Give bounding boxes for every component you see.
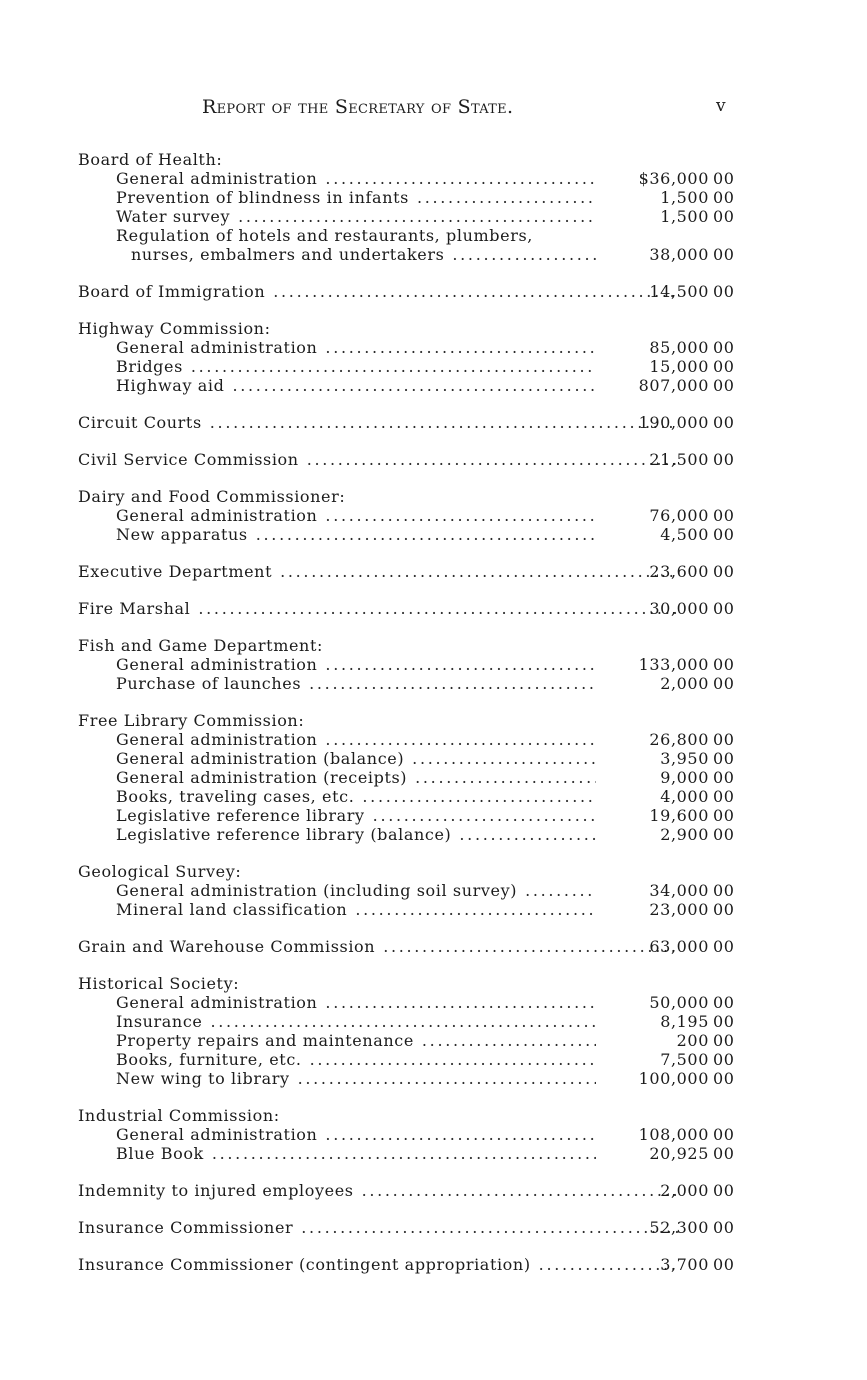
- label-wrap: [116, 993, 596, 1012]
- amount-cents: 00: [713, 599, 735, 618]
- dot-leader: [325, 169, 596, 188]
- amount-dollars: 2,000: [660, 1181, 709, 1200]
- amount-dollars: 20,925: [649, 1144, 709, 1163]
- dot-leader: [301, 1218, 678, 1237]
- section-group: [0, 450, 867, 469]
- amount-dollars: 38,000: [649, 245, 709, 264]
- section-group: [0, 711, 867, 844]
- item-label: General administration: [116, 506, 318, 525]
- dot-leader: [191, 357, 596, 376]
- label-wrap: [116, 1031, 596, 1050]
- section-group: [0, 636, 867, 693]
- line-item-row: [0, 730, 867, 749]
- amount-cents: 00: [713, 1181, 735, 1200]
- amount-dollars: 26,800: [649, 730, 709, 749]
- section-group: [0, 937, 867, 956]
- label-wrap: [116, 357, 596, 376]
- amount-dollars: 8,195: [660, 1012, 709, 1031]
- dot-leader: [307, 450, 678, 469]
- label-wrap: [78, 319, 678, 338]
- amount-cents: 00: [713, 245, 735, 264]
- label-wrap: [116, 768, 596, 787]
- item-label: General administration: [116, 730, 318, 749]
- section-heading-row: [0, 937, 867, 956]
- amount-cents: 00: [713, 169, 735, 188]
- item-label: nurses, embalmers and undertakers: [131, 245, 445, 264]
- amount-cents: 00: [713, 1031, 735, 1050]
- dot-leader: [212, 1144, 596, 1163]
- page-number: v: [716, 96, 726, 116]
- section-group: [0, 862, 867, 919]
- amount-cents: 00: [713, 1050, 735, 1069]
- line-item-row: [0, 881, 867, 900]
- item-label: Insurance Commissioner: [78, 1218, 294, 1237]
- amount-cents: 00: [713, 674, 735, 693]
- dot-leader: [362, 1181, 678, 1200]
- item-label: Highway aid: [116, 376, 225, 395]
- section-heading-row: [0, 319, 867, 338]
- line-item-row: [0, 188, 867, 207]
- amount-cents: 00: [713, 806, 735, 825]
- dot-leader: [362, 787, 596, 806]
- amount-dollars: 200: [676, 1031, 709, 1050]
- line-item-row: [0, 825, 867, 844]
- amount-cents: 00: [713, 900, 735, 919]
- item-label: Bridges: [116, 357, 183, 376]
- section-group: [0, 282, 867, 301]
- item-label: Geological Survey:: [78, 862, 242, 881]
- dot-leader: [525, 881, 596, 900]
- label-wrap: [78, 450, 678, 469]
- label-wrap: [78, 636, 678, 655]
- label-wrap: [116, 1050, 596, 1069]
- item-label: Purchase of launches: [116, 674, 302, 693]
- line-item-row: [0, 1031, 867, 1050]
- dot-leader: [539, 1255, 678, 1274]
- line-item-row: [0, 169, 867, 188]
- label-wrap: [116, 730, 596, 749]
- amount-dollars: 63,000: [649, 937, 709, 956]
- section-heading-row: [0, 862, 867, 881]
- label-wrap: [78, 1106, 678, 1125]
- line-item-row: [0, 376, 867, 395]
- amount-dollars: 2,900: [660, 825, 709, 844]
- item-label: General administration: [116, 169, 318, 188]
- section-group: [0, 413, 867, 432]
- line-item-row: [0, 993, 867, 1012]
- dot-leader: [198, 599, 678, 618]
- line-item-row: [0, 245, 867, 264]
- section-heading-row: [0, 711, 867, 730]
- amount-dollars: 2,000: [660, 674, 709, 693]
- item-label: General administration (balance): [116, 749, 405, 768]
- line-item-row: [0, 749, 867, 768]
- amount-dollars: 190,000: [638, 413, 709, 432]
- amount-dollars: 807,000: [638, 376, 709, 395]
- label-wrap: [78, 974, 678, 993]
- section-group: [0, 1181, 867, 1200]
- line-item-row: [0, 338, 867, 357]
- dot-leader: [210, 413, 678, 432]
- dot-leader: [325, 338, 596, 357]
- dot-leader: [459, 825, 596, 844]
- amount-dollars: 50,000: [649, 993, 709, 1012]
- amount-cents: 00: [713, 188, 735, 207]
- amount-dollars: 1,500: [660, 207, 709, 226]
- dot-leader: [238, 207, 596, 226]
- label-wrap: [78, 1181, 678, 1200]
- dot-leader: [415, 768, 596, 787]
- line-item-row: [0, 525, 867, 544]
- amount-dollars: 34,000: [649, 881, 709, 900]
- label-wrap: [116, 207, 596, 226]
- label-wrap: [78, 150, 678, 169]
- section-heading-row: [0, 1106, 867, 1125]
- line-item-row: [0, 1012, 867, 1031]
- line-item-row: [0, 1144, 867, 1163]
- amount-cents: 00: [713, 1069, 735, 1088]
- amount-cents: 00: [713, 413, 735, 432]
- label-wrap: [116, 787, 596, 806]
- amount-dollars: 133,000: [638, 655, 709, 674]
- section-heading-row: [0, 282, 867, 301]
- dot-leader: [325, 1125, 596, 1144]
- item-label: Board of Health:: [78, 150, 223, 169]
- label-wrap: [78, 413, 678, 432]
- dot-leader: [422, 1031, 596, 1050]
- section-group: [0, 150, 867, 264]
- item-label: General administration: [116, 993, 318, 1012]
- amount-dollars: 21,500: [649, 450, 709, 469]
- amount-cents: 00: [713, 768, 735, 787]
- label-wrap: [78, 862, 678, 881]
- label-wrap: [78, 1255, 678, 1274]
- line-item-row: [0, 506, 867, 525]
- amount-dollars: 100,000: [638, 1069, 709, 1088]
- line-item-row: [0, 1050, 867, 1069]
- label-wrap: [116, 674, 596, 693]
- amount-dollars: 85,000: [649, 338, 709, 357]
- amount-cents: 00: [713, 1125, 735, 1144]
- item-label: New wing to library: [116, 1069, 290, 1088]
- section-heading-row: [0, 599, 867, 618]
- line-item-row: [0, 1069, 867, 1088]
- section-group: [0, 974, 867, 1088]
- label-wrap: [116, 376, 596, 395]
- amount-cents: 00: [713, 655, 735, 674]
- amount-dollars: 7,500: [660, 1050, 709, 1069]
- dot-leader: [310, 1050, 596, 1069]
- label-wrap: [116, 338, 596, 357]
- label-wrap: [116, 881, 596, 900]
- item-label: Books, traveling cases, etc.: [116, 787, 355, 806]
- amount-dollars: 52,300: [649, 1218, 709, 1237]
- item-label: Free Library Commission:: [78, 711, 305, 730]
- section-heading-row: [0, 1218, 867, 1237]
- label-wrap: [116, 1012, 596, 1031]
- section-group: [0, 319, 867, 395]
- item-label: Historical Society:: [78, 974, 240, 993]
- label-wrap: [116, 1144, 596, 1163]
- dot-leader: [373, 806, 596, 825]
- item-label: Highway Commission:: [78, 319, 271, 338]
- label-wrap: [116, 1069, 596, 1088]
- label-wrap: [116, 525, 596, 544]
- item-label: General administration: [116, 1125, 318, 1144]
- section-heading-row: [0, 150, 867, 169]
- page-header: [0, 96, 867, 122]
- item-label: Industrial Commission:: [78, 1106, 280, 1125]
- item-label: Grain and Warehouse Commission: [78, 937, 376, 956]
- item-label: Legislative reference library: [116, 806, 365, 825]
- amount-cents: 00: [713, 1218, 735, 1237]
- item-label: General administration: [116, 655, 318, 674]
- dot-leader: [210, 1012, 596, 1031]
- amount-dollars: 19,600: [649, 806, 709, 825]
- amount-dollars: 76,000: [649, 506, 709, 525]
- amount-dollars: 15,000: [649, 357, 709, 376]
- section-heading-row: [0, 636, 867, 655]
- section-group: [0, 1218, 867, 1237]
- item-label: Fire Marshal: [78, 599, 191, 618]
- item-label: Mineral land classification: [116, 900, 348, 919]
- label-wrap: [116, 806, 596, 825]
- amount-cents: 00: [713, 825, 735, 844]
- label-wrap: [131, 245, 596, 264]
- item-label: Prevention of blindness in infants: [116, 188, 409, 207]
- item-label: Dairy and Food Commissioner:: [78, 487, 346, 506]
- line-item-row: [0, 787, 867, 806]
- dot-leader: [298, 1069, 596, 1088]
- dot-leader: [325, 730, 596, 749]
- label-wrap: [78, 562, 678, 581]
- amount-dollars: 3,700: [660, 1255, 709, 1274]
- section-heading-row: [0, 413, 867, 432]
- amount-cents: 00: [713, 730, 735, 749]
- dot-leader: [273, 282, 678, 301]
- item-label: Board of Immigration: [78, 282, 266, 301]
- amount-cents: 00: [713, 357, 735, 376]
- line-item-row: [0, 357, 867, 376]
- item-label: Books, furniture, etc.: [116, 1050, 302, 1069]
- amount-cents: 00: [713, 1012, 735, 1031]
- amount-cents: 00: [713, 993, 735, 1012]
- amount-cents: 00: [713, 338, 735, 357]
- label-wrap: [78, 282, 678, 301]
- amount-dollars: 1,500: [660, 188, 709, 207]
- item-label: Legislative reference library (balance): [116, 825, 452, 844]
- label-wrap: [116, 749, 596, 768]
- label-wrap: [116, 1125, 596, 1144]
- item-label: Regulation of hotels and restaurants, plumbers,: [116, 226, 533, 245]
- amount-cents: 00: [713, 562, 735, 581]
- amount-cents: 00: [713, 787, 735, 806]
- dot-leader: [355, 900, 596, 919]
- line-item-row: [0, 207, 867, 226]
- amount-cents: 00: [713, 207, 735, 226]
- dot-leader: [383, 937, 678, 956]
- line-item-row: [0, 806, 867, 825]
- amount-dollars: 3,950: [660, 749, 709, 768]
- amount-dollars: 4,500: [660, 525, 709, 544]
- label-wrap: [78, 937, 678, 956]
- section-heading-row: [0, 1181, 867, 1200]
- amount-cents: 00: [713, 450, 735, 469]
- item-label: Property repairs and maintenance: [116, 1031, 414, 1050]
- item-label: Executive Department: [78, 562, 273, 581]
- line-item-row: [0, 1125, 867, 1144]
- amount-cents: 00: [713, 881, 735, 900]
- dot-leader: [325, 993, 596, 1012]
- dot-leader: [280, 562, 678, 581]
- label-wrap: [78, 711, 678, 730]
- amount-cents: 00: [713, 749, 735, 768]
- label-wrap: [116, 188, 596, 207]
- label-wrap: [116, 506, 596, 525]
- amount-cents: 00: [713, 937, 735, 956]
- label-wrap: [116, 226, 596, 245]
- label-wrap: [78, 487, 678, 506]
- amount-cents: 00: [713, 525, 735, 544]
- item-label: General administration (including soil survey): [116, 881, 518, 900]
- item-label: Blue Book: [116, 1144, 204, 1163]
- dot-leader: [412, 749, 596, 768]
- item-label: Fish and Game Department:: [78, 636, 323, 655]
- item-label: Insurance Commissioner (contingent appropriation): [78, 1255, 531, 1274]
- section-group: [0, 599, 867, 618]
- label-wrap: [78, 599, 678, 618]
- item-label: General administration: [116, 338, 318, 357]
- line-item-row: [0, 900, 867, 919]
- amount-dollars: 9,000: [660, 768, 709, 787]
- amount-dollars: 30,000: [649, 599, 709, 618]
- amount-dollars: $36,000: [638, 169, 709, 188]
- item-label: Water survey: [116, 207, 231, 226]
- label-wrap: [116, 900, 596, 919]
- amount-dollars: 108,000: [638, 1125, 709, 1144]
- dot-leader: [256, 525, 596, 544]
- section-heading-row: [0, 450, 867, 469]
- amount-dollars: 23,600: [649, 562, 709, 581]
- item-label: Insurance: [116, 1012, 203, 1031]
- dot-leader: [232, 376, 596, 395]
- section-group: [0, 1255, 867, 1274]
- dot-leader: [325, 506, 596, 525]
- line-item-row: [0, 674, 867, 693]
- label-wrap: [116, 169, 596, 188]
- amount-dollars: 4,000: [660, 787, 709, 806]
- label-wrap: [78, 1218, 678, 1237]
- dot-leader: [417, 188, 596, 207]
- item-label: New apparatus: [116, 525, 248, 544]
- dot-leader: [309, 674, 596, 693]
- item-label: Civil Service Commission: [78, 450, 299, 469]
- item-label: Circuit Courts: [78, 413, 202, 432]
- amount-cents: 00: [713, 506, 735, 525]
- amount-cents: 00: [713, 1255, 735, 1274]
- amount-cents: 00: [713, 282, 735, 301]
- item-label: Indemnity to injured employees: [78, 1181, 354, 1200]
- section-heading-row: [0, 487, 867, 506]
- amount-dollars: 23,000: [649, 900, 709, 919]
- amount-dollars: 14,500: [649, 282, 709, 301]
- section-group: [0, 487, 867, 544]
- section-group: [0, 1106, 867, 1163]
- amount-cents: 00: [713, 376, 735, 395]
- dot-leader: [325, 655, 596, 674]
- section-heading-row: [0, 562, 867, 581]
- dot-leader: [452, 245, 596, 264]
- item-label: General administration (receipts): [116, 768, 408, 787]
- amount-cents: 00: [713, 1144, 735, 1163]
- section-heading-row: [0, 974, 867, 993]
- appropriations-list: [0, 150, 867, 1292]
- label-wrap: [116, 655, 596, 674]
- section-group: [0, 562, 867, 581]
- line-item-row: [0, 768, 867, 787]
- line-item-row: [0, 655, 867, 674]
- running-title: Report of the Secretary of State.: [202, 96, 514, 118]
- section-heading-row: [0, 1255, 867, 1274]
- line-item-row: [0, 226, 867, 245]
- label-wrap: [116, 825, 596, 844]
